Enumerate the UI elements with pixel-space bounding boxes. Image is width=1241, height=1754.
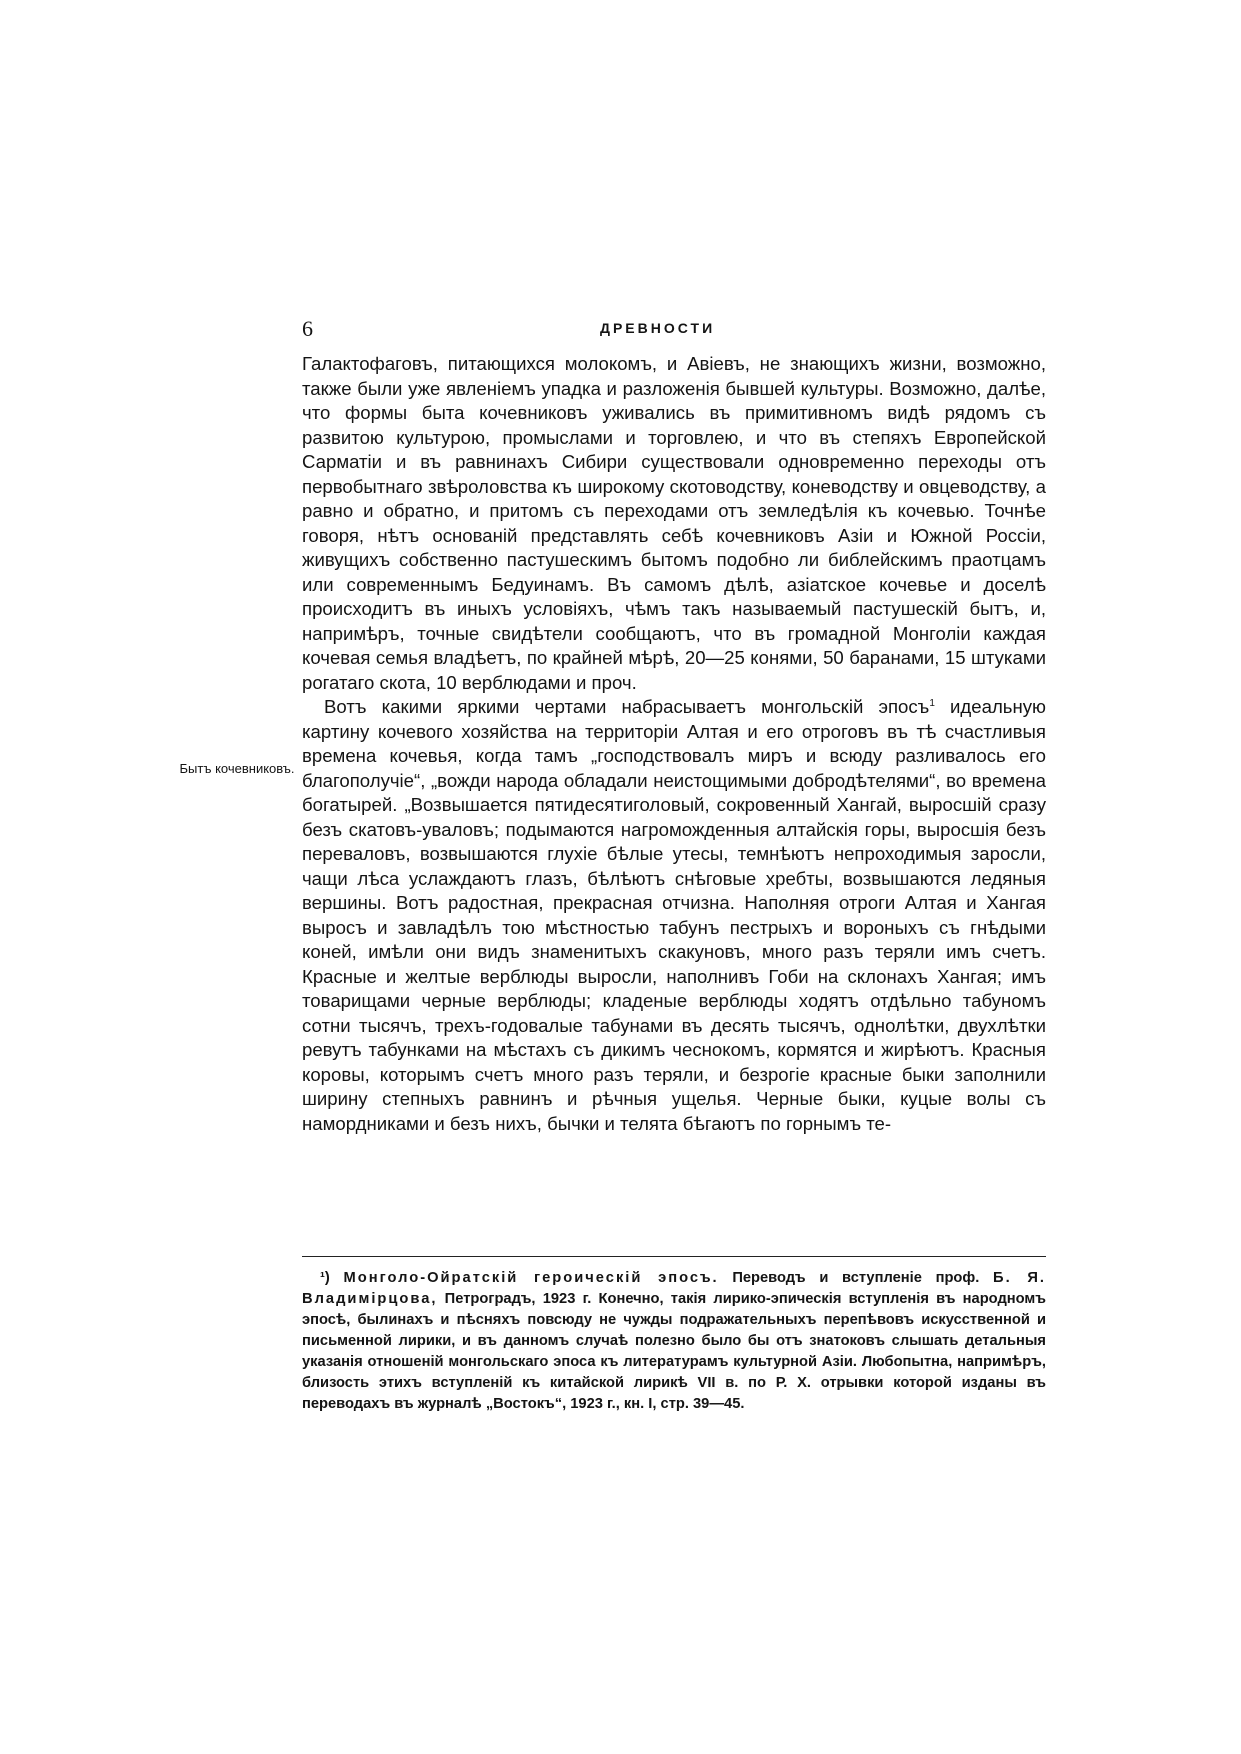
paragraph-2: [302, 695, 1046, 1136]
paragraph-1: Галактофаговъ, питающихся молокомъ, и Авіевъ, не знающихъ жизни, возможно, также были уже явленіемъ упадка и разложенія бывшей культуры. Возможно, далѣе, что формы быта кочевниковъ уживались въ примитивномъ видѣ рядомъ съ развитою культурою, промыслами и торговлею, и что въ степяхъ Европейской Сарматіи и въ равнинахъ Сибири существовали одновременно переходы отъ первобытнаго звѣроловства къ широкому скотоводству, коневодству и овцеводству, а равно и обратно, и притомъ съ переходами отъ земледѣлія къ кочевью. Точнѣе говоря, нѣтъ основаній представлять себѣ кочевниковъ Азіи и Южной Россіи, живущихъ собственно пастушескимъ бытомъ подобно ли библейскимъ праотцамъ или современнымъ Бедуинамъ. Въ самомъ дѣлѣ, азіатское кочевье и доселѣ происходитъ въ иныхъ условіяхъ, чѣмъ такъ называемый пастушескій бытъ, и, напримѣръ, точные свидѣтели сообщаютъ, что въ громадной Монголіи каждая кочевая семья владѣетъ, по крайней мѣрѣ, 20—25 конями, 50 баранами, 15 штуками рогатаго скота, 10 верблюдами и проч.: [302, 353, 1046, 693]
footnote: [302, 1268, 1046, 1415]
footnote-divider: [302, 1256, 1046, 1257]
margin-note: Бытъ кочевниковъ.: [179, 761, 295, 776]
running-title: ДРЕВНОСТИ: [600, 320, 716, 336]
paragraph-2-text-a: Вотъ какими яркими чертами набрасываетъ монгольскій эпосъ: [324, 696, 930, 717]
paragraph-2-text-b: идеальную картину кочевого хозяйства на территоріи Алтая и его отроговъ въ тѣ счастливыя времена кочевья, когда тамъ „господствовалъ миръ и всюду разливалось его благополучіе“, „вожди народа обладали неистощимыми добродѣтелями“, во времена богатырей. „Возвышается пятидесятиголовый, сокровенный Хангай, выросшій сразу безъ скатовъ-уваловъ; подымаются нагроможденныя алтайскія горы, выросшія безъ переваловъ, возвышаются глухіе бѣлые утесы, темнѣютъ непроходимыя заросли, чащи лѣса услаждаютъ глазъ, бѣлѣютъ снѣговые хребты, возвышаются ледяныя вершины. Вотъ радостная, прекрасная отчизна. Наполняя отроги Алтая и Хангая выросъ и завладѣлъ тою мѣстностью табунъ пестрыхъ и вороныхъ съ гнѣдыми коней, имѣли они видъ знаменитыхъ скакуновъ, много разъ теряли имъ счетъ. Красные и желтые верблюды выросли, наполнивъ Гоби на склонахъ Хангая; имъ товарищами черные верблюды; кладеные верблюды ходятъ отдѣльно табуномъ сотни тысячъ, трехъ-годовалые табунами въ десять тысячъ, однолѣтки, двухлѣтки ревутъ табунками на мѣстахъ съ дикимъ чеснокомъ, кормятся и жирѣютъ. Красныя коровы, которымъ счетъ много разъ теряли, и безрогіе красные быки заполнили ширину степныхъ равнинъ и рѣчныя ущелья. Черные быки, куцые волы съ намордниками и безъ нихъ, бычки и телята бѣгаютъ по горнымъ те-: [302, 696, 1046, 1134]
footnote-text-a: Переводъ и вступленіе проф.: [718, 1270, 994, 1286]
page-number: 6: [302, 316, 313, 341]
footnote-book-title: Монголо-Ойратскій героическій эпосъ.: [343, 1270, 719, 1286]
footnote-reference: 1: [929, 697, 935, 709]
footnote-marker: ¹): [320, 1270, 330, 1286]
footnote-text-b: Петроградъ, 1923 г. Конечно, такія лирико-эпическія вступленія въ народномъ эпосѣ, былинахъ и пѣсняхъ повсюду не чужды подражательныхъ перепѣвовъ искусственной и письменной лирики, и въ данномъ случаѣ полезно было бы отъ знатоковъ слышать детальныя указанія отношеній монгольскаго эпоса къ литературамъ культурной Азіи. Любопытна, напримѣръ, близость этихъ вступленій къ китайской лирикѣ VII в. по Р. Х. отрывки которой изданы въ переводахъ въ журналѣ „Востокъ“, 1923 г., кн. I, стр. 39—45.: [302, 1291, 1046, 1412]
main-text: [302, 352, 1046, 1136]
footnote-author: Б. Я. Владимірцова,: [302, 1270, 1046, 1307]
